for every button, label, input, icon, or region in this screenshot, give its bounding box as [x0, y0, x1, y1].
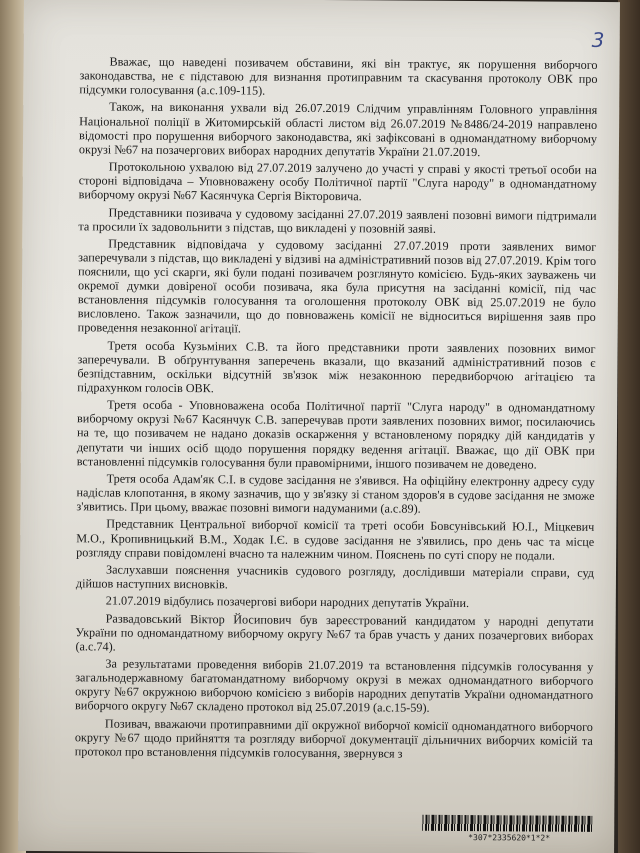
- document-page: [18, 0, 620, 853]
- paragraph: Третя особа - Уповноважена особа Політичної партії "Слуга народу" в одномандатному виборчому окрузі №67 Касянчук С.В. заперечував проти заявлених позовних вимог, посилаючись на те, що позивачем не надано доказів оскарження у встановленому порядку дій кандидатів у депутати чи інших осіб щодо порушення порядку ведення агітації. Вважає, що дії ОВК при встановленні підсумків голосування були правомірними, іншого позивачем не доведено.: [76, 397, 596, 472]
- paragraph: Представник відповідача у судовому засіданні 27.07.2019 проти заявлених вимог заперечували з підстав, що викладені у відзиві на адміністративний позов від 27.07.2019. Крім того пояснили, що усі скарги, які були подані позивачем розглянуто комісією. Будь-яких зауважень чи окремої думки довіреної особи позивача, яка була присутня на засіданні комісії, під час встановлення підсумків голосування та оголошення протоколу ОВК від 25.07.2019 не було висловлено. Також зазначили, що до повноважень комісії не відноситься вирішення заяв про проведення незаконної агітації.: [77, 236, 597, 336]
- paragraph: Представники позивача у судовому засіданні 27.07.2019 заявлені позовні вимоги підтримали та просили їх задовольнити з підстав, що викладені у позовній заяві.: [78, 205, 597, 236]
- document-body: [75, 54, 598, 765]
- handwritten-page-number: 3: [591, 27, 605, 52]
- paragraph: 21.07.2019 відбулись позачергові вибори народних депутатів України.: [105, 593, 470, 611]
- paragraph: Третя особа Кузьміних С.В. та його представники проти заявлених позовних вимог заперечували. В обґрунтування заперечень вказали, що вказаний адміністративний позов є безпідставним, оскільки відсутній зв'язок між незаконною передвиборчою агітацією та підрахунком голосів ОВК.: [77, 338, 596, 396]
- paragraph: За результатами проведення виборів 21.07.2019 та встановлення підсумків голосування у загальнодержавному багатомандатному виборчому окрузі в межах одномандатного виборчого округу №67 окружною виборчою комісією з виборів народних депутатів України одномандатного виборчого округу №67 складено протокол від 25.07.2019 (а.с.15-59).: [75, 656, 594, 716]
- paragraph: Протокольною ухвалою від 27.07.2019 залучено до участі у справі у якості третьої особи на стороні відповідача – Уповноважену особу Політичної партії "Слуга народу" в одномандатному виборчому окрузі №67 Касянчука Сергія Вікторовича.: [78, 159, 597, 204]
- paragraph: Развадовський Віктор Йосипович був зареєстрований кандидатом у народні депутати України по одномандатному виборчому округу №67 та брав участь у даних позачергових виборах (а.с.74).: [75, 611, 594, 654]
- paragraph: Заслухавши пояснення учасників судового розгляду, дослідивши матеріали справи, суд дійшов наступних висновків.: [75, 562, 595, 592]
- paragraph: Також, на виконання ухвали від 26.07.2019 Слідчим управлінням Головного управління Національної поліції в Житомирській області листом від 26.07.2019 №8486/24-2019 направлено відомості про порушення виборчого законодавства, які зафіксовані в одномандатному виборчому окрузі №67 на позачергових виборах народних депутатів України 21.07.2019.: [78, 99, 598, 159]
- barcode-number: *307*2335620*1*2*: [468, 833, 551, 843]
- paragraph: Представник Центральної виборчої комісії та треті особи Бовсунівський Ю.І., Міцкевич М.О., Кропивницький В.М., Ходак І.Є. в судове засідання не з'явились, про день час та місце розгляду справи повідомлені вчасно та належним чином. Пояснень по суті спору не подали.: [76, 516, 595, 563]
- paragraph: Третя особа Адам'як С.І. в судове засідання не з'явився. На офіційну електронну адресу суду надіслав клопотання, в якому зазначив, що у зв'язку зі станом здоров'я в судове засідання не зможе з'явитись. При цьому, вважає позовні вимоги надуманими (а.с.89).: [76, 471, 595, 516]
- paragraph: Вважає, що наведені позивачем обставини, які він трактує, як порушення виборчого законодавства, не є підставою для визнання протиправним та скасування протоколу ОВК про підсумки голосування (а.с.109-115).: [79, 54, 598, 98]
- barcode: [422, 815, 592, 832]
- background-right-edge: [618, 0, 640, 853]
- paragraph: Позивач, вважаючи протиправними дії окружної виборчої комісії одномандатного виборчого округу №67 щодо прийняття та розгляду виборчої документації дільничних виборчих комісій та протокол про встановлення підсумків голосування, звернувся з: [74, 716, 593, 761]
